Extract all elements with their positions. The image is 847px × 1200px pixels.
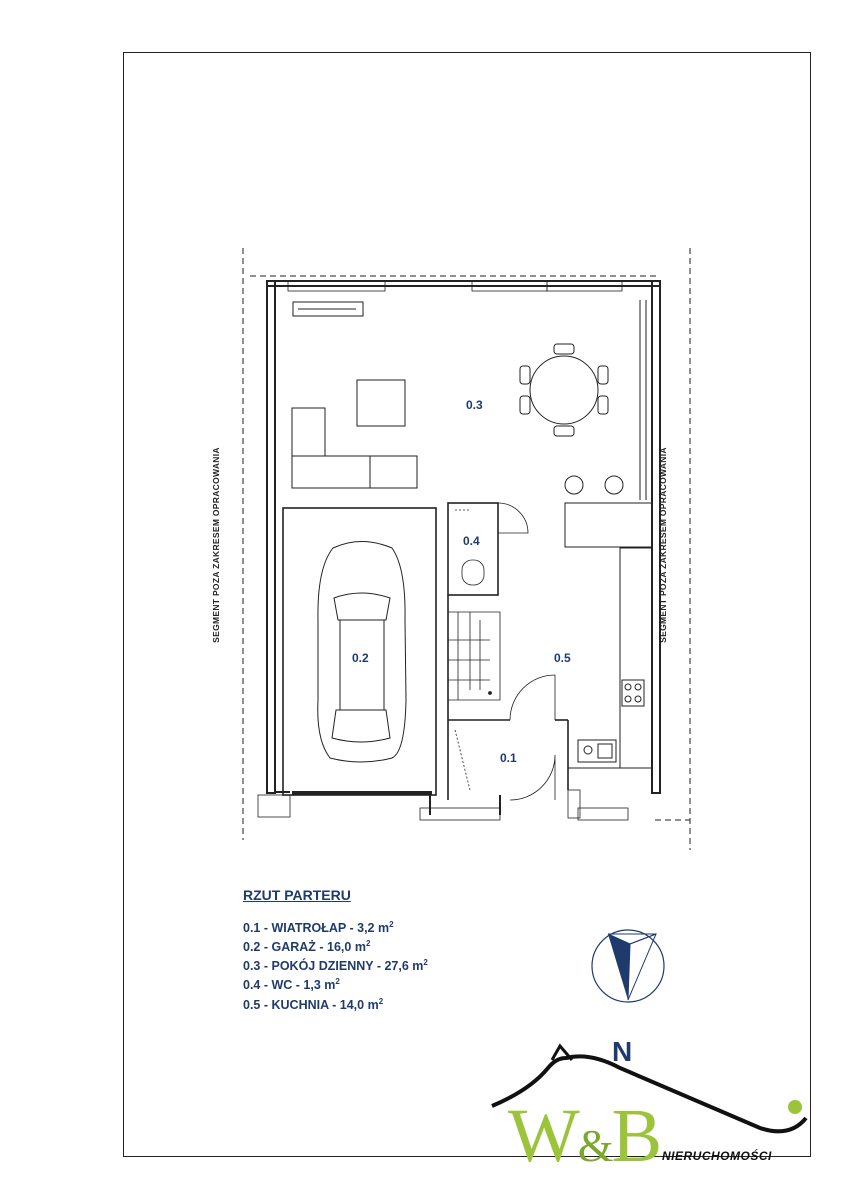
company-logo-subtitle: NIERUCHOMOŚCI xyxy=(662,1149,772,1163)
room-label-0-4: 0.4 xyxy=(463,534,480,548)
top-windows xyxy=(258,281,628,820)
segment-label-left: SEGMENT POZA ZAKRESEM OPRACOWANIA xyxy=(210,447,221,643)
staircase xyxy=(448,612,555,800)
room-label-0-1: 0.1 xyxy=(500,751,517,765)
kitchen-units xyxy=(568,548,652,768)
room-label-0-3: 0.3 xyxy=(466,398,483,412)
neighbor-segment-outline xyxy=(243,248,690,850)
legend-item: 0.3 - POKÓJ DZIENNY - 27,6 $m^2$ xyxy=(243,958,428,974)
company-logo: W&B xyxy=(508,1094,661,1178)
room-label-0-5: 0.5 xyxy=(554,651,571,665)
legend-item: 0.4 - WC - 1,3 $m^2$ xyxy=(243,977,340,993)
legend-item: 0.2 - GARAŻ - 16,0 $m^2$ xyxy=(243,939,371,955)
living-room-furniture xyxy=(292,300,652,547)
compass-north-letter: N xyxy=(612,1036,633,1067)
room-label-0-2: 0.2 xyxy=(352,651,369,665)
segment-label-right: SEGMENT POZA ZAKRESEM OPRACOWANIA xyxy=(657,447,668,643)
compass-icon xyxy=(592,930,664,1002)
room-legend xyxy=(243,887,428,1013)
legend-title: RZUT PARTERU xyxy=(243,887,351,903)
outer-walls xyxy=(267,281,660,815)
legend-item: 0.5 - KUCHNIA - 14,0 $m^2$ xyxy=(243,996,384,1012)
legend-item: 0.1 - WIATROŁAP - 3,2 $m^2$ xyxy=(243,920,394,936)
